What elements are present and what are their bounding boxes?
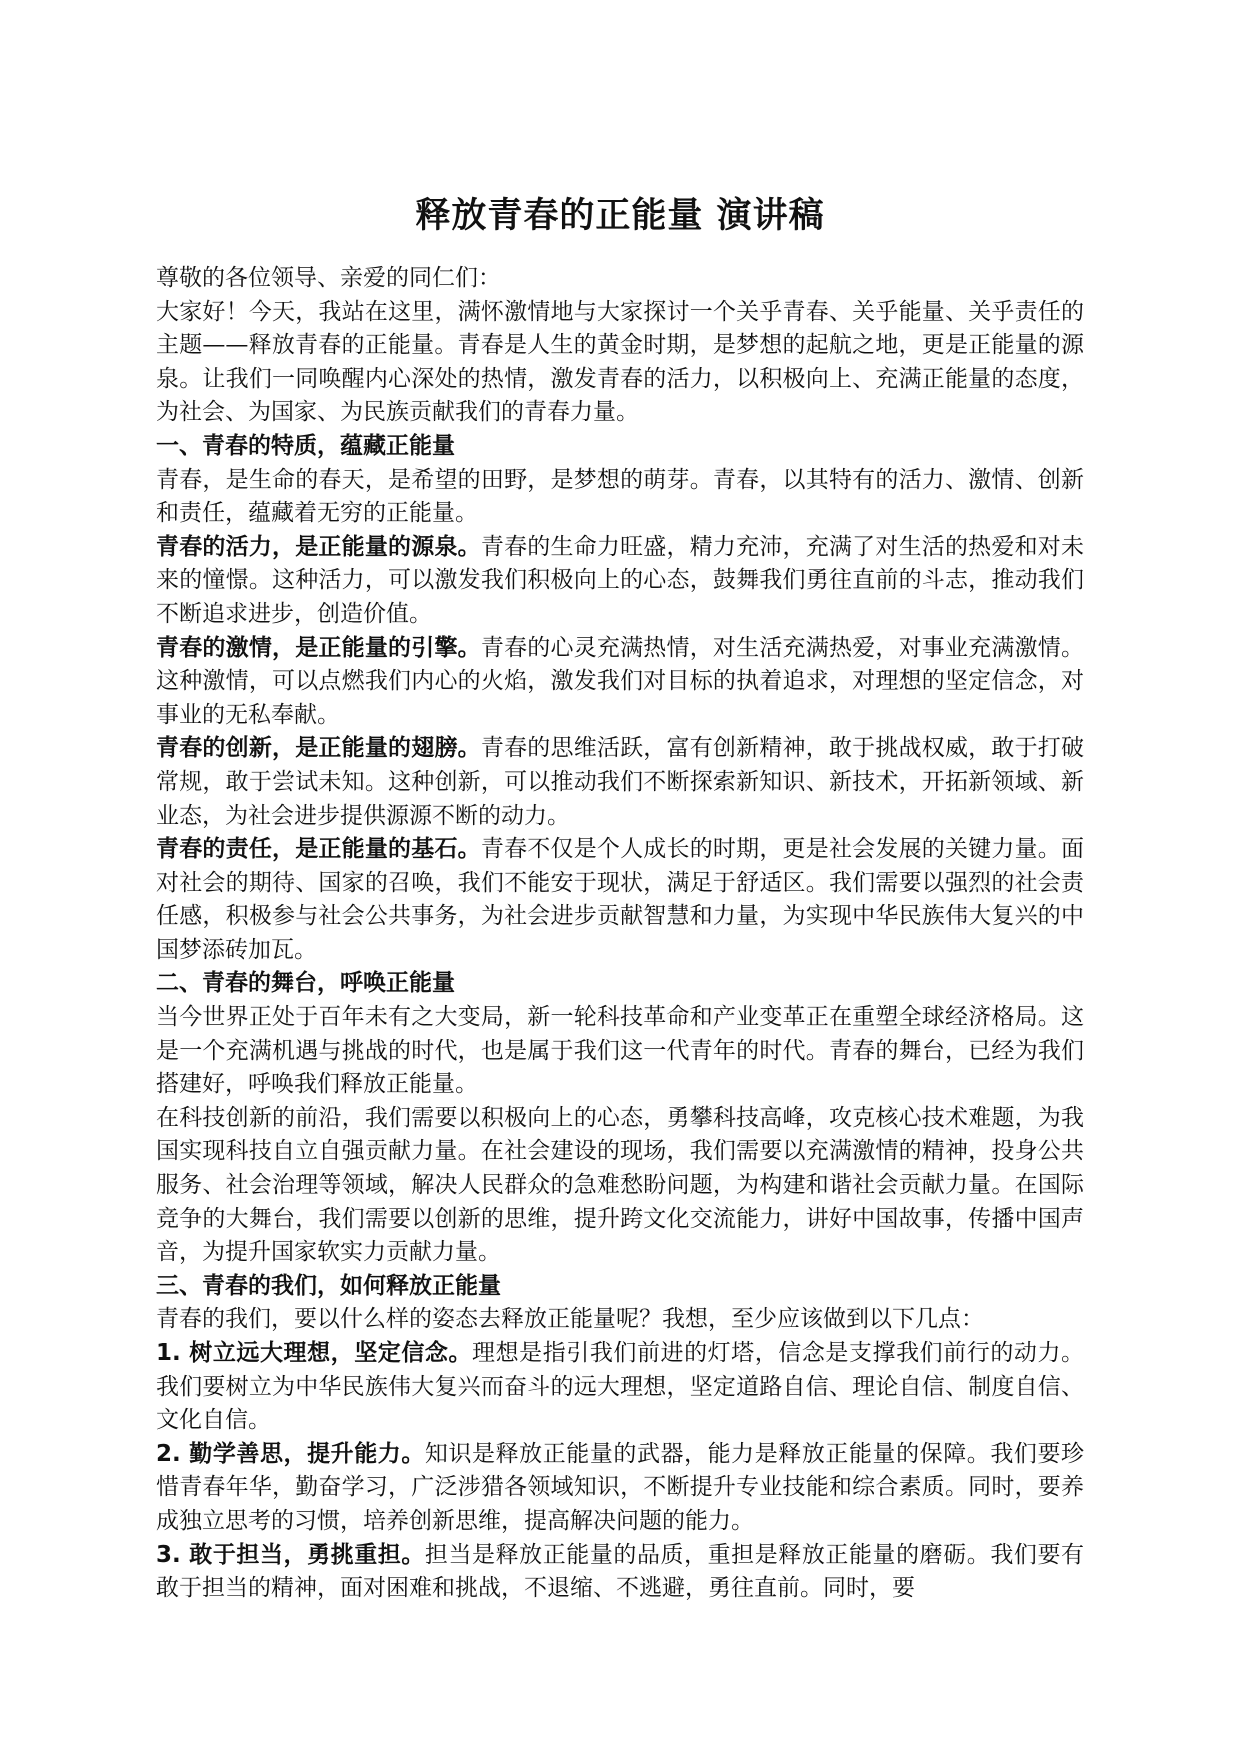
item-lead: 2. 勤学善思，提升能力。: [156, 1440, 425, 1467]
item-lead: 青春的责任，是正能量的基石。: [156, 836, 481, 863]
item-text: 知识是释放正能量的武器，能力是释放正能量的保障。我们要珍惜青春年华，勤奋学习，广泛涉猎各领域知识，不断提升专业技能和综合素质。同时，要养成独立思考的习惯，培养创新思维，提高解决问题的能力。: [156, 1440, 1085, 1534]
item-text: 担当是释放正能量的品质，重担是释放正能量的磨砺。我们要有敢于担当的精神，面对困难和挑战，不退缩、不逃避，勇往直前。同时，要: [156, 1541, 1085, 1602]
item-text: 青春的生命力旺盛，精力充沛，充满了对生活的热爱和对未来的憧憬。这种活力，可以激发我们积极向上的心态，鼓舞我们勇往直前的斗志，推动我们不断追求进步，创造价值。: [156, 533, 1085, 627]
section1-item-3: [156, 732, 1084, 833]
document-body: [156, 262, 1084, 1606]
item-lead: 3. 敢于担当，勇挑重担。: [156, 1541, 425, 1568]
document-page: [156, 192, 1084, 1606]
item-lead: 1. 树立远大理想，坚定信念。: [156, 1340, 473, 1366]
intro-paragraph: 大家好！今天，我站在这里，满怀激情地与大家探讨一个关乎青春、关乎能量、关乎责任的主题——释放青春的正能量。青春是人生的黄金时期，是梦想的起航之地，更是正能量的源泉。让我们一同唤醒内心深处的热情，激发青春的活力，以积极向上、充满正能量的态度，为社会、为国家、为民族贡献我们的青春力量。: [156, 298, 1084, 426]
section3-item-1: [156, 1337, 1084, 1438]
section2-paragraph-1: 当今世界正处于百年未有之大变局，新一轮科技革命和产业变革正在重塑全球经济格局。这是一个充满机遇与挑战的时代，也是属于我们这一代青年的时代。青春的舞台，已经为我们搭建好，呼唤我们释放正能量。: [156, 1004, 1084, 1098]
section1-item-4: [156, 833, 1084, 967]
salutation: 尊敬的各位领导、亲爱的同仁们：: [156, 265, 501, 291]
item-lead: 青春的激情，是正能量的引擎。: [156, 634, 481, 661]
section3-item-2: [156, 1438, 1084, 1539]
section3-item-3: [156, 1539, 1084, 1606]
item-text: 青春的心灵充满热情，对生活充满热爱，对事业充满激情。这种激情，可以点燃我们内心的火焰，激发我们对目标的执着追求，对理想的坚定信念，对事业的无私奉献。: [156, 634, 1085, 728]
item-text: 理想是指引我们前进的灯塔，信念是支撑我们前行的动力。我们要树立为中华民族伟大复兴而奋斗的远大理想，坚定道路自信、理论自信、制度自信、文化自信。: [156, 1340, 1085, 1434]
item-text: 青春的思维活跃，富有创新精神，敢于挑战权威，敢于打破常规，敢于尝试未知。这种创新，可以推动我们不断探索新知识、新技术，开拓新领域、新业态，为社会进步提供源源不断的动力。: [156, 735, 1085, 829]
section3-intro: 青春的我们，要以什么样的姿态去释放正能量呢？我想，至少应该做到以下几点：: [156, 1306, 984, 1333]
section1-item-1: [156, 531, 1084, 632]
section1-item-2: [156, 632, 1084, 733]
section1-intro: 青春，是生命的春天，是希望的田野，是梦想的萌芽。青春，以其特有的活力、激情、创新和责任，蕴藏着无穷的正能量。: [156, 466, 1084, 527]
section-heading-2: 二、青春的舞台，呼唤正能量: [156, 970, 455, 997]
section-heading-3: 三、青春的我们，如何释放正能量: [156, 1272, 501, 1299]
document-title: 释放青春的正能量 演讲稿: [415, 196, 825, 236]
section-heading-1: 一、青春的特质，蕴藏正能量: [156, 432, 455, 459]
item-text: 青春不仅是个人成长的时期，更是社会发展的关键力量。面对社会的期待、国家的召唤，我们不能安于现状，满足于舒适区。我们需要以强烈的社会责任感，积极参与社会公共事务，为社会进步贡献智慧和力量，为实现中华民族伟大复兴的中国梦添砖加瓦。: [156, 836, 1085, 963]
item-lead: 青春的创新，是正能量的翅膀。: [156, 735, 481, 762]
item-lead: 青春的活力，是正能量的源泉。: [156, 533, 481, 560]
section2-paragraph-2: 在科技创新的前沿，我们需要以积极向上的心态，勇攀科技高峰，攻克核心技术难题，为我国实现科技自立自强贡献力量。在社会建设的现场，我们需要以充满激情的精神，投身公共服务、社会治理等领域，解决人民群众的急难愁盼问题，为构建和谐社会贡献力量。在国际竞争的大舞台，我们需要以创新的思维，提升跨文化交流能力，讲好中国故事，传播中国声音，为提升国家软实力贡献力量。: [156, 1104, 1084, 1266]
